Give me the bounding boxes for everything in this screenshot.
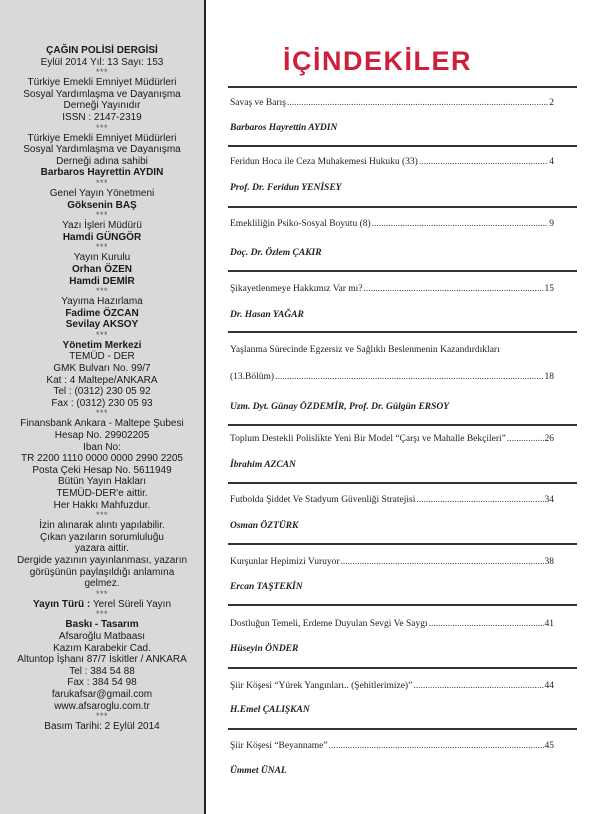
entry-page: 9 bbox=[549, 219, 554, 229]
toc-entry-line[interactable] bbox=[230, 372, 554, 382]
gm-name: Göksenin BAŞ bbox=[67, 199, 137, 211]
entry-divider bbox=[228, 604, 577, 606]
prep-label: Yayıma Hazırlama bbox=[61, 296, 143, 308]
entry-page: 26 bbox=[544, 434, 554, 444]
separator: *** bbox=[95, 242, 108, 253]
entry-author: H.Emel ÇALIŞKAN bbox=[230, 705, 310, 715]
entry-title: Dostluğun Temeli, Erdeme Duyulan Sevgi Ve Saygı bbox=[230, 619, 428, 629]
entry-title: Kurşunlar Hepimizi Vuruyor bbox=[230, 557, 340, 567]
entry-author: Dr. Hasan YAĞAR bbox=[230, 310, 304, 320]
separator: *** bbox=[95, 711, 108, 722]
leader-dots bbox=[287, 98, 548, 108]
toc-entry-line[interactable] bbox=[230, 434, 554, 444]
separator: *** bbox=[95, 329, 108, 340]
entry-divider bbox=[228, 145, 577, 147]
toc-entry-line[interactable] bbox=[230, 557, 554, 567]
separator: *** bbox=[95, 588, 108, 599]
prep-name: Sevilay AKSOY bbox=[65, 319, 139, 331]
entry-divider bbox=[228, 270, 577, 272]
separator: *** bbox=[95, 177, 108, 188]
legal-line: gelmez. bbox=[84, 578, 120, 590]
toc-entry-line[interactable] bbox=[230, 495, 554, 505]
leader-dots bbox=[429, 619, 544, 629]
hq-label: Yönetim Merkezi bbox=[62, 339, 142, 351]
entry-divider bbox=[228, 482, 577, 484]
entry-divider bbox=[228, 728, 577, 730]
entry-title: Feridun Hoca ile Ceza Muhakemesi Hukuku (33) bbox=[230, 157, 418, 167]
leader-dots bbox=[413, 681, 543, 691]
legal-line: Dergide yazının yayınlanması, yazarın bbox=[16, 554, 188, 566]
entry-author: İbrahim AZCAN bbox=[230, 460, 296, 470]
entry-title: Toplum Destekli Polislikte Yeni Bir Model “Çarşı ve Mahalle Bekçileri” bbox=[230, 434, 506, 444]
bank-line: Bütün Yayın Hakları bbox=[57, 476, 146, 488]
print-line: Kazım Karabekir Cad. bbox=[53, 642, 151, 654]
board-name: Hamdi DEMİR bbox=[69, 275, 135, 287]
entry-divider bbox=[228, 424, 577, 426]
owner-org-line: Sosyal Yardımlaşma ve Dayanışma bbox=[23, 88, 181, 100]
editor-label: Yazı İşleri Müdürü bbox=[62, 220, 142, 232]
entry-title: Savaş ve Barış bbox=[230, 98, 286, 108]
legal-line: görüşünün paylaşıldığı anlamına bbox=[29, 566, 175, 578]
toc-title: İÇİNDEKİLER bbox=[283, 46, 473, 76]
entry-divider bbox=[228, 206, 577, 208]
publisher-org-line: Sosyal Yardımlaşma ve Dayanışma bbox=[23, 144, 181, 156]
entry-divider bbox=[228, 86, 577, 88]
toc-entry-line[interactable] bbox=[230, 157, 554, 167]
entry-title: Şikayetlenmeye Hakkımız Var mı? bbox=[230, 284, 363, 294]
legal-line: Çıkan yazıların sorumluluğu bbox=[40, 531, 164, 543]
leader-dots bbox=[329, 741, 544, 751]
entry-divider bbox=[228, 543, 577, 545]
entry-author: Prof. Dr. Feridun YENİSEY bbox=[230, 183, 342, 193]
entry-page: 34 bbox=[544, 495, 554, 505]
issue-info: Eylül 2014 Yıl: 13 Sayı: 153 bbox=[40, 56, 164, 68]
legal-line: İzin alınarak alıntı yapılabilir. bbox=[39, 520, 165, 532]
entry-divider bbox=[228, 667, 577, 669]
hq-line: TEMÜD - DER bbox=[69, 351, 135, 363]
leader-dots bbox=[372, 219, 549, 229]
print-line: farukafsar@gmail.com bbox=[51, 688, 153, 700]
entry-title: Şiir Köşesi “Yürek Yangınları.. (Şehitlerimize)” bbox=[230, 681, 413, 691]
publisher-org-line: Derneği adına sahibi bbox=[56, 155, 148, 167]
entry-page: 44 bbox=[544, 681, 554, 691]
leader-dots bbox=[507, 434, 544, 444]
bank-line: Finansbank Ankara - Maltepe Şubesi bbox=[20, 418, 184, 430]
entry-author: Hüseyin ÖNDER bbox=[230, 644, 299, 654]
entry-title: Şiir Köşesi “Beyanname” bbox=[230, 741, 328, 751]
separator: *** bbox=[95, 67, 108, 78]
entry-page: 38 bbox=[544, 557, 554, 567]
bank-line: TR 2200 1110 0000 0000 2990 2205 bbox=[21, 453, 183, 465]
legal-line: yazara aittir. bbox=[75, 543, 129, 555]
print-line: Altuntop İşhanı 87/7 İskitler / ANKARA bbox=[17, 654, 187, 666]
prep-name: Fadime ÖZCAN bbox=[65, 307, 139, 319]
print-line: Tel : 384 54 88 bbox=[69, 665, 135, 677]
toc-entry-line[interactable] bbox=[230, 681, 554, 691]
print-date: Basım Tarihi: 2 Eylül 2014 bbox=[44, 721, 160, 733]
bank-line: TEMÜD-DER'e aittir. bbox=[56, 488, 148, 499]
gm-label: Genel Yayın Yönetmeni bbox=[49, 187, 155, 199]
separator: *** bbox=[95, 210, 108, 221]
magazine-title: ÇAĞIN POLİSİ DERGİSİ bbox=[46, 45, 158, 56]
bank-line: Iban No: bbox=[83, 441, 121, 453]
toc-entry-line[interactable] bbox=[230, 284, 554, 294]
entry-author: Uzm. Dyt. Günay ÖZDEMİR, Prof. Dr. Gülgün ERSOY bbox=[230, 402, 450, 412]
entry-page: 41 bbox=[544, 619, 554, 629]
leader-dots bbox=[364, 284, 544, 294]
print-line: Fax : 384 54 98 bbox=[67, 677, 137, 689]
entry-page: 2 bbox=[549, 98, 554, 108]
toc-entry-line[interactable] bbox=[230, 219, 554, 229]
separator: *** bbox=[95, 122, 108, 133]
entry-author: Doç. Dr. Özlem ÇAKIR bbox=[230, 248, 322, 258]
publisher-org-line: Türkiye Emekli Emniyet Müdürleri bbox=[27, 132, 177, 144]
issn: ISSN : 2147-2319 bbox=[62, 111, 142, 123]
bank-line: Her Hakkı Mahfuzdur. bbox=[53, 499, 151, 511]
entry-author: Osman ÖZTÜRK bbox=[230, 521, 299, 531]
owner-org-line: Türkiye Emekli Emniyet Müdürleri bbox=[27, 77, 177, 89]
entry-author: Ümmet ÜNAL bbox=[230, 766, 287, 776]
board-name: Orhan ÖZEN bbox=[71, 263, 132, 275]
toc-entry-line[interactable] bbox=[230, 98, 554, 108]
separator: *** bbox=[95, 408, 108, 419]
leader-dots bbox=[416, 495, 543, 505]
leader-dots bbox=[341, 557, 544, 567]
separator: *** bbox=[95, 510, 108, 521]
separator: *** bbox=[95, 286, 108, 297]
bank-line: Posta Çeki Hesap No. 5611949 bbox=[32, 464, 172, 476]
entry-title: Futbolda Şiddet Ve Stadyum Güvenliği Stratejisi bbox=[230, 495, 416, 505]
print-line: www.afsaroglu.com.tr bbox=[54, 700, 150, 712]
leader-dots bbox=[419, 157, 548, 167]
entry-title-first-line[interactable]: Yaşlanma Sürecinde Egzersiz ve Sağlıklı Beslenmenin Kazandırdıkları bbox=[230, 345, 500, 355]
entry-author: Barbaros Hayrettin AYDIN bbox=[230, 123, 338, 133]
entry-author: Ercan TAŞTEKİN bbox=[230, 582, 303, 592]
entry-title: (13.Bölüm) bbox=[230, 372, 275, 382]
publisher-name: Barbaros Hayrettin AYDIN bbox=[40, 167, 164, 179]
print-label: Baskı - Tasarım bbox=[65, 619, 139, 631]
entry-title: Emekliliğin Psiko-Sosyal Boyutu (8) bbox=[230, 219, 371, 229]
separator: *** bbox=[95, 609, 108, 620]
type-label: Yayın Türü : bbox=[32, 598, 91, 610]
entry-page: 4 bbox=[549, 157, 554, 167]
hq-line: Tel : (0312) 230 05 92 bbox=[53, 386, 151, 398]
board-label: Yayın Kurulu bbox=[73, 252, 131, 264]
type-value: Yerel Süreli Yayın bbox=[90, 598, 172, 610]
print-line: Afsaroğlu Matbaası bbox=[58, 630, 146, 642]
colophon-panel bbox=[0, 0, 206, 814]
owner-org-line: Derneği Yayınıdır bbox=[63, 100, 141, 112]
entry-page: 45 bbox=[544, 741, 554, 751]
leader-dots bbox=[275, 372, 543, 382]
hq-line: Kat : 4 Maltepe/ANKARA bbox=[46, 374, 158, 386]
hq-line: GMK Bulvarı No. 99/7 bbox=[53, 363, 151, 375]
entry-page: 15 bbox=[544, 284, 554, 294]
bank-line: Hesap No. 29902205 bbox=[54, 430, 150, 442]
toc-entry-line[interactable] bbox=[230, 619, 554, 629]
editor-name: Hamdi GÜNGÖR bbox=[62, 231, 142, 243]
hq-line: Fax : (0312) 230 05 93 bbox=[51, 397, 153, 409]
table-of-contents bbox=[208, 0, 600, 814]
toc-entry-line[interactable] bbox=[230, 741, 554, 751]
entry-divider bbox=[228, 331, 577, 333]
entry-page: 18 bbox=[544, 372, 554, 382]
